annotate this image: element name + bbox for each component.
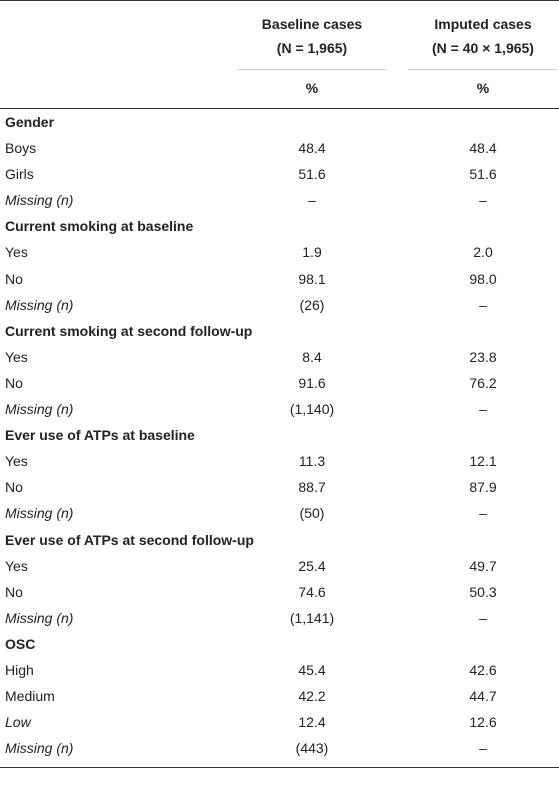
table-row — [0, 135, 559, 161]
baseline-value: (1,140) — [289, 401, 335, 418]
row-label: Missing (n) — [5, 192, 74, 209]
imputed-value: – — [479, 401, 487, 418]
row-label: Missing (n) — [5, 740, 74, 757]
row-label: Yes — [5, 244, 28, 261]
table-row — [0, 683, 559, 709]
row-label: Yes — [5, 348, 28, 365]
imputed-value: – — [479, 740, 487, 757]
imputed-value: 42.6 — [469, 661, 497, 678]
baseline-value: 98.1 — [298, 270, 326, 287]
baseline-value: 12.4 — [298, 714, 326, 731]
row-label: Boys — [5, 140, 37, 157]
row-label: Girls — [5, 166, 34, 183]
imputed-column-header — [408, 12, 558, 60]
row-label: No — [5, 270, 23, 287]
baseline-value: 1.9 — [302, 244, 322, 261]
imputed-value: – — [479, 505, 487, 522]
baseline-value: (1,141) — [289, 609, 335, 626]
table-bottom-rule — [0, 767, 559, 768]
imputed-n: (N = 40 × 1,965) — [432, 40, 534, 56]
section-header-row — [0, 631, 559, 657]
imputed-value: 87.9 — [469, 479, 497, 496]
baseline-value: (443) — [295, 740, 329, 757]
table-row — [0, 735, 559, 761]
table-row — [0, 344, 559, 370]
baseline-value: 51.6 — [298, 166, 326, 183]
imputed-value: 98.0 — [469, 270, 497, 287]
table-row — [0, 370, 559, 396]
table-row — [0, 553, 559, 579]
table-row — [0, 709, 559, 735]
baseline-header-rule — [238, 69, 386, 70]
row-label: No — [5, 479, 23, 496]
imputed-value: 51.6 — [469, 166, 497, 183]
section-header-row — [0, 527, 559, 553]
row-label: Missing (n) — [5, 505, 74, 522]
row-label: Missing (n) — [5, 296, 74, 313]
baseline-value: 11.3 — [298, 453, 326, 470]
baseline-value: 45.4 — [298, 661, 326, 678]
baseline-value: 48.4 — [298, 140, 326, 157]
imputed-value: – — [479, 192, 487, 209]
row-label: Yes — [5, 453, 28, 470]
table-row — [0, 448, 559, 474]
section-header-row — [0, 109, 559, 135]
row-label: Yes — [5, 557, 28, 574]
imputed-unit: % — [476, 80, 490, 96]
baseline-value: 42.2 — [298, 688, 326, 705]
row-label: No — [5, 583, 23, 600]
imputed-value: 12.1 — [469, 453, 497, 470]
row-label: No — [5, 374, 23, 391]
table-row — [0, 292, 559, 318]
baseline-value: – — [308, 192, 316, 209]
section-label: Current smoking at baseline — [5, 218, 194, 235]
imputed-value: – — [479, 296, 487, 313]
baseline-title: Baseline cases — [261, 16, 363, 32]
table-row — [0, 579, 559, 605]
baseline-value: 74.6 — [298, 583, 326, 600]
section-label: Ever use of ATPs at baseline — [5, 427, 195, 444]
row-label: Missing (n) — [5, 401, 74, 418]
table-row — [0, 396, 559, 422]
table-body — [0, 109, 559, 761]
row-label: Missing (n) — [5, 609, 74, 626]
baseline-value: 88.7 — [298, 479, 326, 496]
table-row — [0, 187, 559, 213]
imputed-value: 50.3 — [469, 583, 497, 600]
row-label: High — [5, 661, 34, 678]
table-row — [0, 161, 559, 187]
imputed-value: – — [479, 609, 487, 626]
table-row — [0, 266, 559, 292]
table-row — [0, 239, 559, 265]
section-header-row — [0, 422, 559, 448]
imputed-value: 49.7 — [469, 557, 497, 574]
section-label: Current smoking at second follow-up — [5, 322, 253, 339]
imputed-header-rule — [408, 69, 558, 70]
baseline-value: 8.4 — [302, 348, 322, 365]
baseline-column-header — [238, 12, 386, 60]
table-row — [0, 474, 559, 500]
section-header-row — [0, 213, 559, 239]
imputed-value: 23.8 — [469, 348, 497, 365]
baseline-n: (N = 1,965) — [276, 40, 348, 56]
baseline-value: (50) — [299, 505, 325, 522]
section-label: Ever use of ATPs at second follow-up — [5, 531, 254, 548]
section-label: Gender — [5, 114, 55, 130]
imputed-value: 12.6 — [469, 714, 497, 731]
row-label: Medium — [5, 688, 55, 705]
baseline-value: (26) — [299, 296, 325, 313]
imputed-title: Imputed cases — [434, 16, 532, 32]
imputed-value: 76.2 — [469, 374, 497, 391]
section-label: OSC — [5, 635, 36, 652]
imputed-value: 2.0 — [473, 244, 493, 261]
section-header-row — [0, 318, 559, 344]
table-row — [0, 605, 559, 631]
table-row — [0, 500, 559, 526]
table-row — [0, 657, 559, 683]
baseline-unit: % — [305, 80, 319, 96]
imputed-value: 48.4 — [469, 140, 497, 157]
table-header — [0, 1, 559, 109]
row-label: Low — [5, 714, 31, 731]
baseline-value: 91.6 — [298, 374, 326, 391]
imputed-value: 44.7 — [469, 688, 497, 705]
baseline-value: 25.4 — [298, 557, 326, 574]
